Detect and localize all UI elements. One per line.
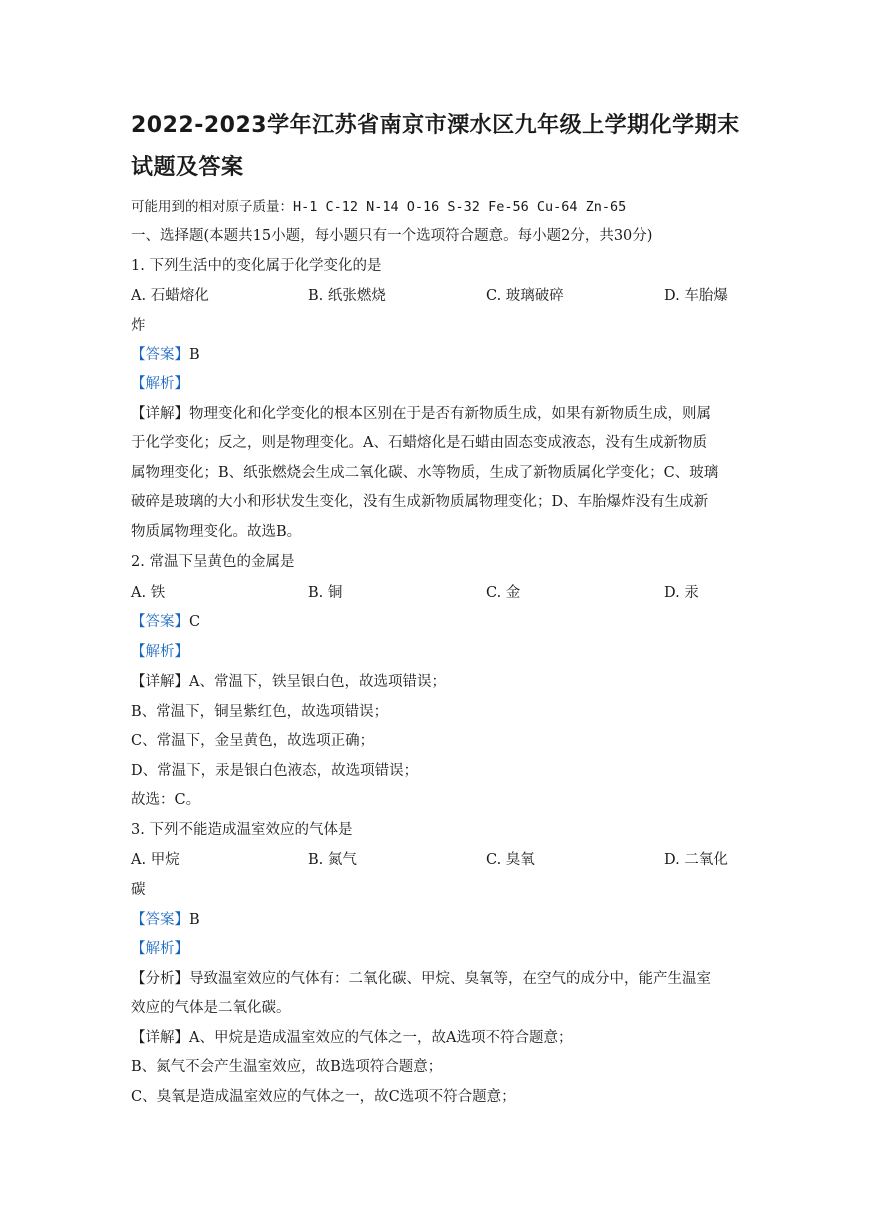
q2-option-d: D. 汞 xyxy=(664,585,699,601)
q1-analysis-label: 【解析】 xyxy=(131,376,189,392)
question-2-stem: 2. 常温下呈黄色的金属是 xyxy=(131,554,295,570)
q2-detail-line: D、常温下，汞是银白色液态，故选项错误； xyxy=(131,763,419,779)
document-title-line1: 2022-2023学年江苏省南京市溧水区九年级上学期化学期末 xyxy=(131,113,740,138)
q1-option-c: C. 玻璃破碎 xyxy=(486,288,564,304)
q2-detail-line: 故选：C。 xyxy=(131,792,201,808)
q3-analysis-line: 【分析】导致温室效应的气体有：二氧化碳、甲烷、臭氧等，在空气的成分中，能产生温室 xyxy=(131,971,711,987)
q1-detail-line: 物质属物理变化。故选B。 xyxy=(131,524,302,540)
q1-option-d: D. 车胎爆 xyxy=(664,288,728,304)
answer-label: 【答案】 xyxy=(131,912,189,928)
q2-answer-value: C xyxy=(189,614,201,630)
q2-detail-line: B、常温下，铜呈紫红色，故选项错误； xyxy=(131,704,389,720)
q1-detail-line: 破碎是玻璃的大小和形状发生变化，没有生成新物质属物理变化；D、车胎爆炸没有生成新 xyxy=(131,494,709,510)
q3-analysis-label: 【解析】 xyxy=(131,941,189,957)
q2-answer xyxy=(131,612,741,632)
q3-detail-line: 【详解】A、甲烷是造成温室效应的气体之一，故A选项不符合题意； xyxy=(131,1030,573,1046)
atomic-masses: 可能用到的相对原子质量：H-1 C-12 N-14 O-16 S-32 Fe-56 Cu-64 Zn-65 xyxy=(131,199,627,215)
answer-label: 【答案】 xyxy=(131,347,189,363)
q1-answer xyxy=(131,345,741,365)
detail-label: 【详解】 xyxy=(131,406,189,422)
question-3-stem: 3. 下列不能造成温室效应的气体是 xyxy=(131,822,353,838)
q1-option-a: A. 石蜡熔化 xyxy=(131,288,209,304)
q3-option-b: B. 氮气 xyxy=(308,852,357,868)
q2-detail-line: 【详解】A、常温下，铁呈银白色，故选项错误； xyxy=(131,674,446,690)
q2-analysis-label: 【解析】 xyxy=(131,644,189,660)
q1-answer-value: B xyxy=(189,347,200,363)
q3-answer-value: B xyxy=(189,912,200,928)
q3-analysis-line: 效应的气体是二氧化碳。 xyxy=(131,1000,291,1016)
q3-detail-line: C、臭氧是造成温室效应的气体之一，故C选项不符合题意； xyxy=(131,1089,516,1105)
q3-option-c: C. 臭氧 xyxy=(486,852,535,868)
analysis-head-label: 【分析】 xyxy=(131,971,189,987)
q2-option-a: A. 铁 xyxy=(131,585,166,601)
q1-detail-line: 【详解】物理变化和化学变化的根本区别在于是否有新物质生成，如果有新物质生成，则属 xyxy=(131,406,711,422)
q3-option-d-wrap: 碳 xyxy=(131,882,146,898)
q3-detail-line: B、氮气不会产生温室效应，故B选项符合题意； xyxy=(131,1059,443,1075)
detail-label: 【详解】 xyxy=(131,1030,189,1046)
section-heading: 一、选择题(本题共15小题，每小题只有一个选项符合题意。每小题2分，共30分) xyxy=(131,228,653,244)
q3-option-d: D. 二氧化 xyxy=(664,852,728,868)
answer-label: 【答案】 xyxy=(131,614,189,630)
question-1-stem: 1. 下列生活中的变化属于化学变化的是 xyxy=(131,258,382,274)
q2-detail-line: C、常温下，金呈黄色，故选项正确； xyxy=(131,733,375,749)
q3-option-a: A. 甲烷 xyxy=(131,852,180,868)
q2-option-b: B. 铜 xyxy=(308,585,343,601)
q2-option-c: C. 金 xyxy=(486,585,521,601)
detail-label: 【详解】 xyxy=(131,674,189,690)
document-title-line2: 试题及答案 xyxy=(131,155,244,180)
q1-option-d-wrap: 炸 xyxy=(131,318,146,334)
q1-detail-line: 属物理变化；B、纸张燃烧会生成二氧化碳、水等物质，生成了新物质属化学变化；C、玻璃 xyxy=(131,465,719,481)
q3-answer xyxy=(131,910,741,930)
q1-option-b: B. 纸张燃烧 xyxy=(308,288,386,304)
q1-detail-line: 于化学变化；反之，则是物理变化。A、石蜡熔化是石蜡由固态变成液态，没有生成新物质 xyxy=(131,435,707,451)
